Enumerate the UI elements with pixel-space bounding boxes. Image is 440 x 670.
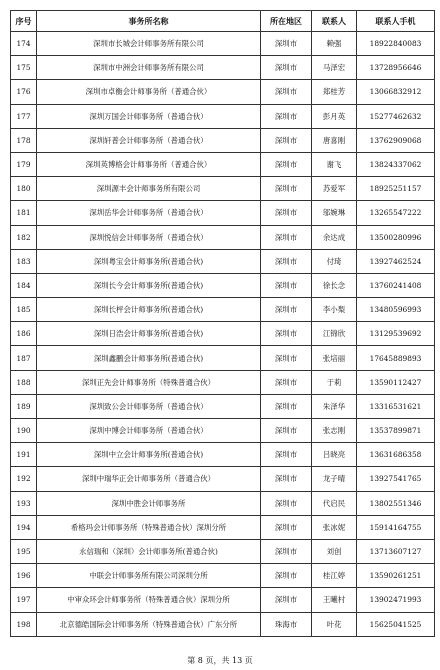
cell-firm-name: 深圳中立会计师事务所(普通合伙) bbox=[37, 443, 261, 467]
cell-phone: 13927462524 bbox=[357, 249, 435, 273]
cell-region: 深圳市 bbox=[261, 249, 312, 273]
cell-contact: 李小梨 bbox=[312, 298, 357, 322]
table-row bbox=[11, 273, 435, 297]
cell-index: 193 bbox=[11, 491, 37, 515]
cell-firm-name: 深圳长今会计师事务所(普通合伙) bbox=[37, 273, 261, 297]
cell-firm-name: 深圳市卓衡会计师事务所（普通合伙） bbox=[37, 80, 261, 104]
table-header-row bbox=[11, 11, 435, 32]
cell-firm-name: 永信瑞和（深圳）会计师事务所(普通合伙) bbox=[37, 539, 261, 563]
cell-firm-name: 深圳市长城会计师事务所有限公司 bbox=[37, 32, 261, 56]
cell-contact: 邬婉琳 bbox=[312, 201, 357, 225]
cell-firm-name: 深圳万国会计师事务所（普通合伙） bbox=[37, 104, 261, 128]
cell-index: 192 bbox=[11, 467, 37, 491]
cell-index: 184 bbox=[11, 273, 37, 297]
cell-phone: 13129539692 bbox=[357, 322, 435, 346]
cell-phone: 13802551346 bbox=[357, 491, 435, 515]
cell-phone: 13316531621 bbox=[357, 394, 435, 418]
cell-contact: 叶花 bbox=[312, 612, 357, 636]
cell-contact: 余达成 bbox=[312, 225, 357, 249]
cell-region: 深圳市 bbox=[261, 515, 312, 539]
cell-phone: 13480596993 bbox=[357, 298, 435, 322]
table-row bbox=[11, 177, 435, 201]
table-row bbox=[11, 515, 435, 539]
cell-firm-name: 深圳鑫鹏会计师事务所(普通合伙) bbox=[37, 346, 261, 370]
table-body bbox=[11, 32, 435, 637]
cell-firm-name: 深圳轩普会计师事务所（普通合伙） bbox=[37, 128, 261, 152]
cell-contact: 谢飞 bbox=[312, 152, 357, 176]
table-row bbox=[11, 201, 435, 225]
table-row bbox=[11, 128, 435, 152]
table-row bbox=[11, 588, 435, 612]
cell-contact: 张冰妮 bbox=[312, 515, 357, 539]
table-row bbox=[11, 443, 435, 467]
cell-index: 175 bbox=[11, 56, 37, 80]
cell-region: 深圳市 bbox=[261, 322, 312, 346]
cell-index: 183 bbox=[11, 249, 37, 273]
cell-contact: 马泽宏 bbox=[312, 56, 357, 80]
cell-region: 深圳市 bbox=[261, 104, 312, 128]
table-row bbox=[11, 394, 435, 418]
cell-index: 187 bbox=[11, 346, 37, 370]
cell-contact: 朱泽华 bbox=[312, 394, 357, 418]
cell-region: 深圳市 bbox=[261, 588, 312, 612]
cell-contact: 吕晓亮 bbox=[312, 443, 357, 467]
cell-index: 176 bbox=[11, 80, 37, 104]
cell-index: 190 bbox=[11, 419, 37, 443]
header-region: 所在地区 bbox=[261, 11, 312, 32]
cell-region: 深圳市 bbox=[261, 419, 312, 443]
cell-contact: 苏爱军 bbox=[312, 177, 357, 201]
cell-region: 珠海市 bbox=[261, 612, 312, 636]
cell-index: 177 bbox=[11, 104, 37, 128]
cell-region: 深圳市 bbox=[261, 394, 312, 418]
cell-index: 188 bbox=[11, 370, 37, 394]
cell-index: 198 bbox=[11, 612, 37, 636]
cell-contact: 张培丽 bbox=[312, 346, 357, 370]
table-row bbox=[11, 419, 435, 443]
cell-firm-name: 深圳源丰会计师事务所有限公司 bbox=[37, 177, 261, 201]
cell-phone: 13728956646 bbox=[357, 56, 435, 80]
table-row bbox=[11, 564, 435, 588]
cell-contact: 彭月英 bbox=[312, 104, 357, 128]
cell-index: 189 bbox=[11, 394, 37, 418]
cell-region: 深圳市 bbox=[261, 370, 312, 394]
table-row bbox=[11, 80, 435, 104]
cell-firm-name: 深圳日浩会计师事务所(普通合伙) bbox=[37, 322, 261, 346]
table-row bbox=[11, 152, 435, 176]
cell-firm-name: 深圳正先会计师事务所（特殊普通合伙） bbox=[37, 370, 261, 394]
cell-region: 深圳市 bbox=[261, 152, 312, 176]
cell-region: 深圳市 bbox=[261, 273, 312, 297]
cell-firm-name: 中联会计师事务所有限公司深圳分所 bbox=[37, 564, 261, 588]
cell-index: 197 bbox=[11, 588, 37, 612]
cell-contact: 付琦 bbox=[312, 249, 357, 273]
cell-region: 深圳市 bbox=[261, 346, 312, 370]
cell-contact: 刘创 bbox=[312, 539, 357, 563]
cell-index: 181 bbox=[11, 201, 37, 225]
cell-firm-name: 希格玛会计师事务所（特殊普通合伙）深圳分所 bbox=[37, 515, 261, 539]
cell-firm-name: 深圳致公会计师事务所（普通合伙） bbox=[37, 394, 261, 418]
table-row bbox=[11, 249, 435, 273]
cell-region: 深圳市 bbox=[261, 128, 312, 152]
cell-phone: 13631686358 bbox=[357, 443, 435, 467]
cell-index: 186 bbox=[11, 322, 37, 346]
cell-contact: 王曦村 bbox=[312, 588, 357, 612]
cell-contact: 代启民 bbox=[312, 491, 357, 515]
cell-firm-name: 深圳中博会计师事务所（普通合伙） bbox=[37, 419, 261, 443]
table-row bbox=[11, 346, 435, 370]
cell-index: 185 bbox=[11, 298, 37, 322]
cell-index: 174 bbox=[11, 32, 37, 56]
cell-index: 178 bbox=[11, 128, 37, 152]
cell-region: 深圳市 bbox=[261, 564, 312, 588]
cell-region: 深圳市 bbox=[261, 491, 312, 515]
cell-firm-name: 中审众环会计师事务所（特殊普通合伙）深圳分所 bbox=[37, 588, 261, 612]
cell-phone: 13760241408 bbox=[357, 273, 435, 297]
cell-firm-name: 深圳长枰会计师事务所(普通合伙) bbox=[37, 298, 261, 322]
cell-phone: 13500280996 bbox=[357, 225, 435, 249]
page-number: 第 8 页，共 13 页 bbox=[187, 656, 253, 665]
cell-firm-name: 北京德皓国际会计师事务所（特殊普通合伙）广东分所 bbox=[37, 612, 261, 636]
cell-firm-name: 深圳中瑞华正会计师事务所（普通合伙） bbox=[37, 467, 261, 491]
cell-phone: 13590261251 bbox=[357, 564, 435, 588]
table-row bbox=[11, 104, 435, 128]
cell-contact: 龙子晴 bbox=[312, 467, 357, 491]
cell-region: 深圳市 bbox=[261, 32, 312, 56]
cell-contact: 徐长念 bbox=[312, 273, 357, 297]
firm-contact-table bbox=[10, 10, 435, 637]
cell-contact: 于莉 bbox=[312, 370, 357, 394]
cell-region: 深圳市 bbox=[261, 298, 312, 322]
cell-contact: 唐喜刚 bbox=[312, 128, 357, 152]
cell-phone: 13762909068 bbox=[357, 128, 435, 152]
cell-contact: 张志刚 bbox=[312, 419, 357, 443]
cell-firm-name: 深圳悦信会计师事务所（普通合伙） bbox=[37, 225, 261, 249]
cell-index: 179 bbox=[11, 152, 37, 176]
table-row bbox=[11, 612, 435, 636]
table-row bbox=[11, 539, 435, 563]
table-row bbox=[11, 467, 435, 491]
cell-region: 深圳市 bbox=[261, 201, 312, 225]
table-row bbox=[11, 491, 435, 515]
cell-contact: 赖强 bbox=[312, 32, 357, 56]
cell-phone: 13927541765 bbox=[357, 467, 435, 491]
table-row bbox=[11, 298, 435, 322]
cell-phone: 15914164755 bbox=[357, 515, 435, 539]
table-row bbox=[11, 225, 435, 249]
cell-firm-name: 深圳中胜会计师事务所 bbox=[37, 491, 261, 515]
header-index: 序号 bbox=[11, 11, 37, 32]
cell-phone: 17645889893 bbox=[357, 346, 435, 370]
cell-firm-name: 深圳岳华会计师事务所（普通合伙） bbox=[37, 201, 261, 225]
cell-contact: 桂江婷 bbox=[312, 564, 357, 588]
header-contact: 联系人 bbox=[312, 11, 357, 32]
cell-index: 191 bbox=[11, 443, 37, 467]
table-row bbox=[11, 322, 435, 346]
cell-phone: 13265547222 bbox=[357, 201, 435, 225]
cell-phone: 13902471993 bbox=[357, 588, 435, 612]
cell-index: 196 bbox=[11, 564, 37, 588]
cell-firm-name: 深圳市中洲会计师事务所有限公司 bbox=[37, 56, 261, 80]
cell-contact: 江锦欣 bbox=[312, 322, 357, 346]
cell-phone: 15625041525 bbox=[357, 612, 435, 636]
cell-phone: 13824337062 bbox=[357, 152, 435, 176]
table-row bbox=[11, 56, 435, 80]
cell-contact: 郑桂芳 bbox=[312, 80, 357, 104]
header-firm-name: 事务所名称 bbox=[37, 11, 261, 32]
cell-index: 182 bbox=[11, 225, 37, 249]
cell-phone: 13066832912 bbox=[357, 80, 435, 104]
cell-region: 深圳市 bbox=[261, 443, 312, 467]
cell-phone: 13713607127 bbox=[357, 539, 435, 563]
table-row bbox=[11, 32, 435, 56]
cell-index: 194 bbox=[11, 515, 37, 539]
cell-region: 深圳市 bbox=[261, 225, 312, 249]
cell-region: 深圳市 bbox=[261, 467, 312, 491]
header-phone: 联系人手机 bbox=[357, 11, 435, 32]
cell-index: 195 bbox=[11, 539, 37, 563]
cell-phone: 13590112427 bbox=[357, 370, 435, 394]
cell-phone: 18922840083 bbox=[357, 32, 435, 56]
cell-phone: 13537899871 bbox=[357, 419, 435, 443]
cell-index: 180 bbox=[11, 177, 37, 201]
cell-region: 深圳市 bbox=[261, 539, 312, 563]
cell-region: 深圳市 bbox=[261, 56, 312, 80]
cell-firm-name: 深圳粤宝会计师事务所(普通合伙) bbox=[37, 249, 261, 273]
cell-firm-name: 深圳英博格会计师事务所（普通合伙） bbox=[37, 152, 261, 176]
cell-region: 深圳市 bbox=[261, 80, 312, 104]
cell-region: 深圳市 bbox=[261, 177, 312, 201]
cell-phone: 15277462632 bbox=[357, 104, 435, 128]
table-row bbox=[11, 370, 435, 394]
cell-phone: 18925251157 bbox=[357, 177, 435, 201]
